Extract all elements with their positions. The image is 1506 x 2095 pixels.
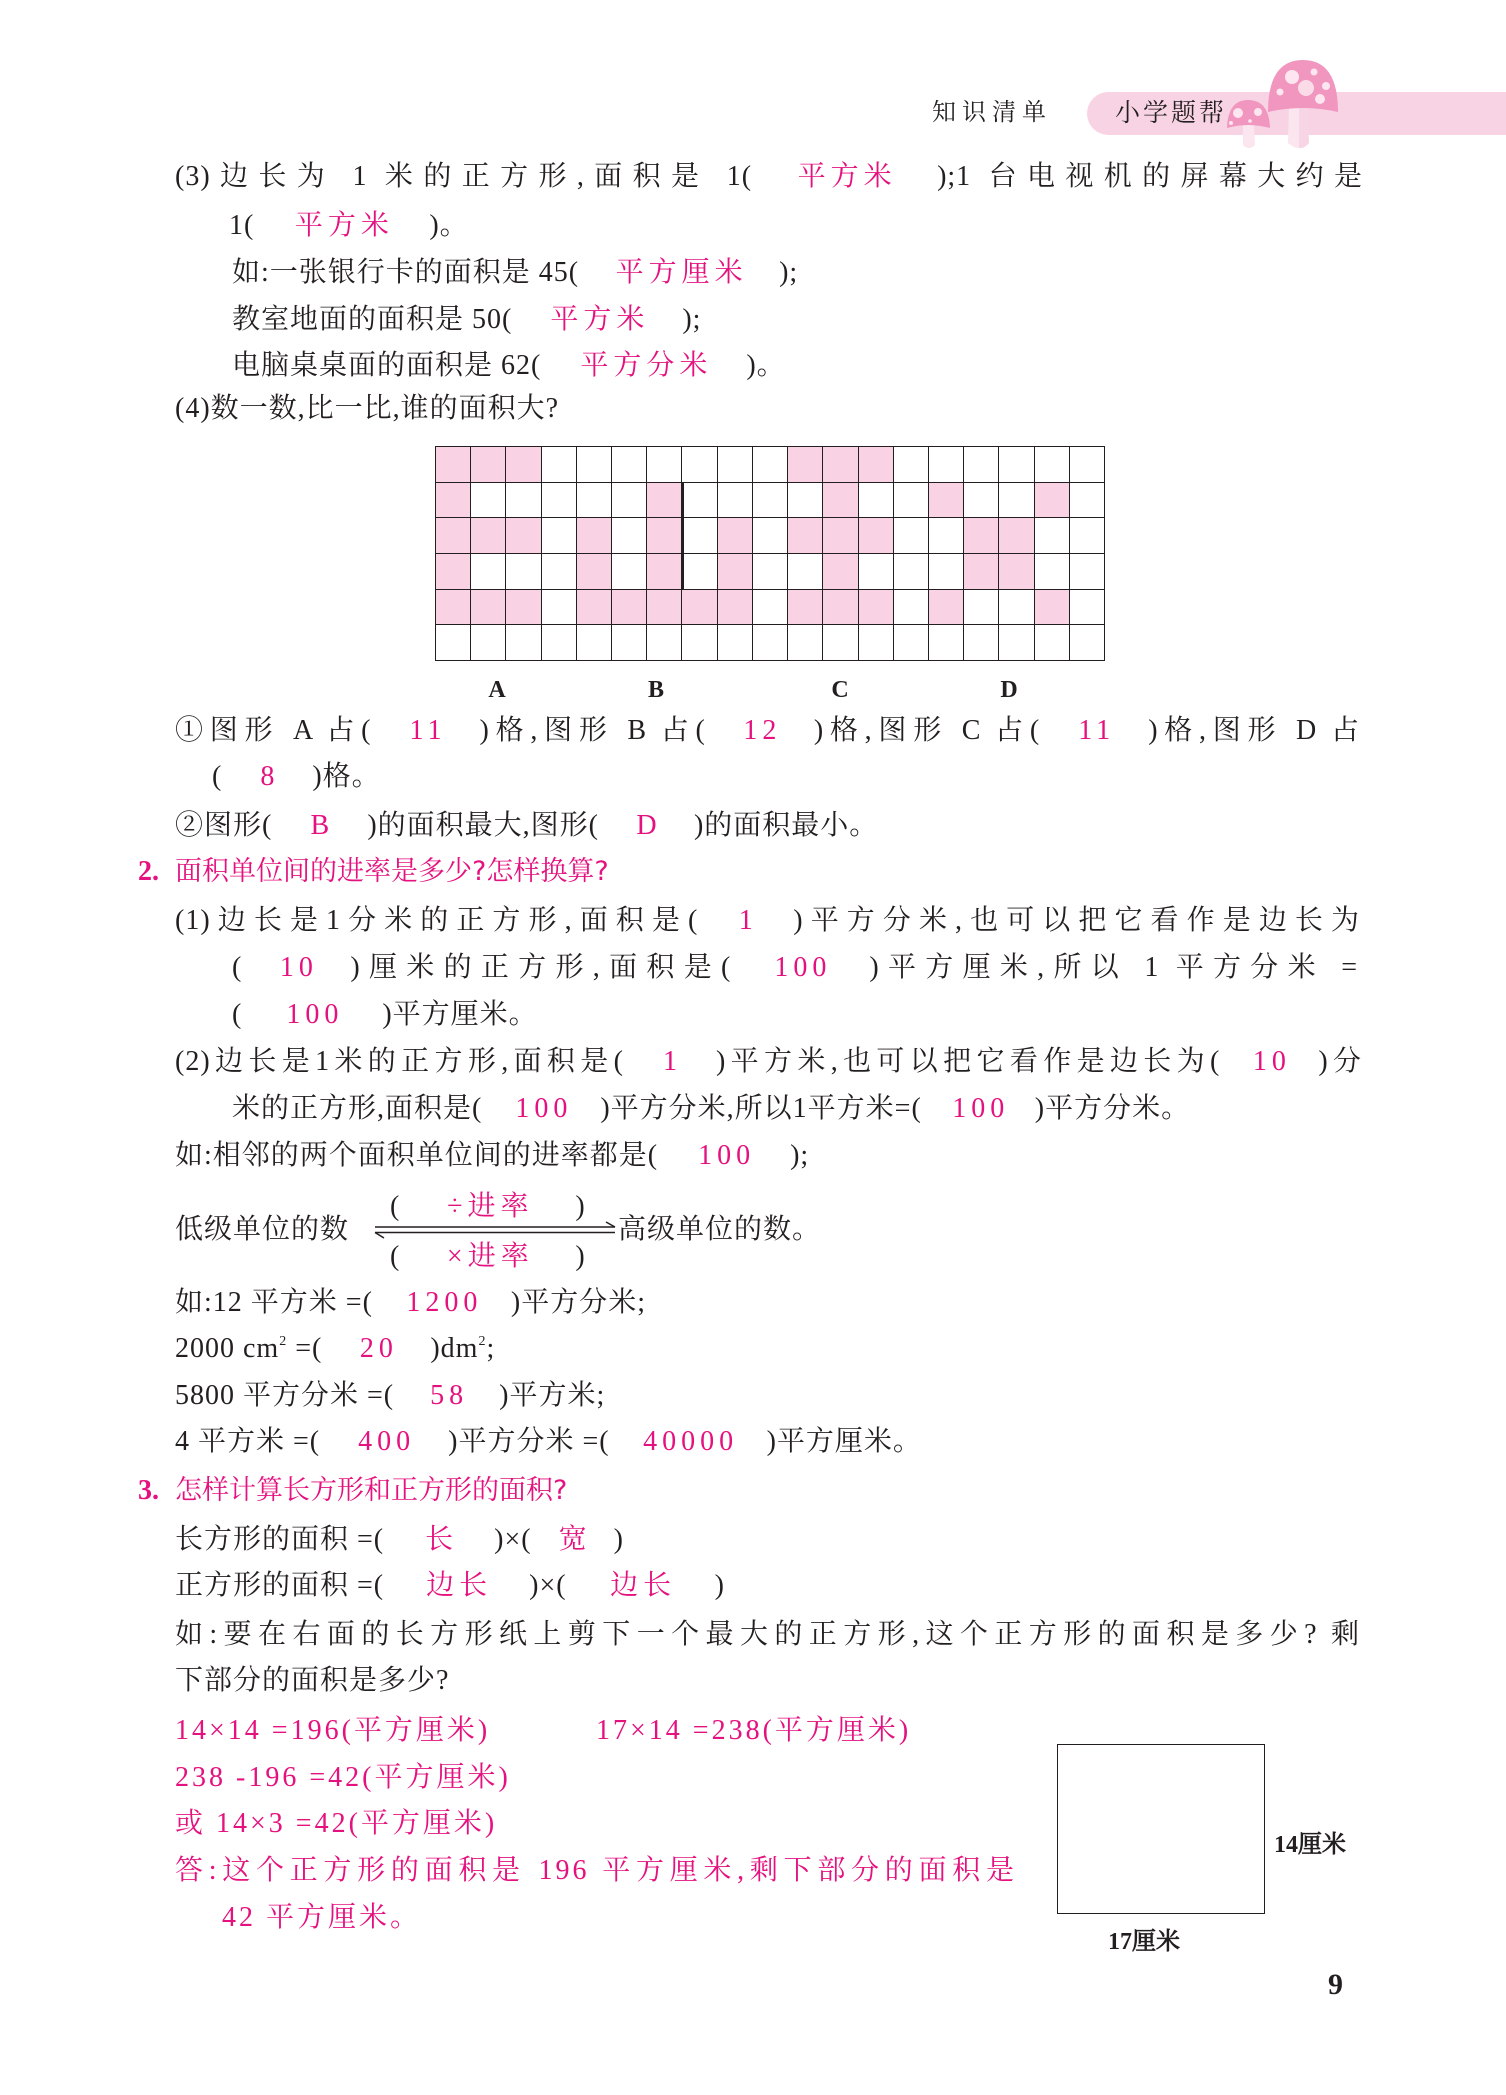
q3-example-bank-card xyxy=(232,255,798,291)
grid-cell-shaded xyxy=(929,483,964,519)
question-text: )的面积最大,图形( xyxy=(367,810,599,841)
question-text: ( xyxy=(232,999,243,1030)
answer: 100 xyxy=(698,1140,756,1171)
answer: 400 xyxy=(358,1426,416,1457)
grid-cell xyxy=(964,447,999,483)
grid-cell-shaded xyxy=(999,554,1034,590)
s2-p1-line-1 xyxy=(175,903,1360,939)
question-text: ; xyxy=(486,1333,496,1364)
grid-cell xyxy=(1035,625,1070,661)
grid-cell xyxy=(894,447,929,483)
rectangle-height-label: 14厘米 xyxy=(1274,1832,1346,1858)
paren-close: ) xyxy=(575,1241,586,1272)
question-text: )平方分米。 xyxy=(1034,1093,1191,1124)
grid-cell-shaded xyxy=(436,483,471,519)
grid-cell xyxy=(542,518,577,554)
grid-cell xyxy=(506,483,541,519)
question-text: )×( xyxy=(529,1570,567,1601)
grid-cell-shaded xyxy=(506,590,541,626)
grid-cell-shaded xyxy=(577,554,612,590)
s2-rate-line xyxy=(175,1138,809,1174)
grid-cell-shaded xyxy=(859,590,894,626)
grid-cell xyxy=(929,447,964,483)
grid-cell xyxy=(577,447,612,483)
rectangle-area-formula xyxy=(175,1522,624,1558)
question-text: 正方形的面积 =( xyxy=(175,1570,385,1601)
question-text: 米的正方形,面积是( xyxy=(232,1093,483,1124)
question-text: 5800 平方分米 =( xyxy=(175,1380,395,1411)
grid-cell-shaded xyxy=(471,590,506,626)
grid-cell-shaded xyxy=(682,590,717,626)
grid-cell xyxy=(718,483,753,519)
q4-sub1-line-2 xyxy=(212,759,381,795)
grid-cell-shaded xyxy=(718,554,753,590)
solution-step-2: 17×14 =238(平方厘米) xyxy=(596,1715,912,1746)
grid-cell-shaded xyxy=(577,518,612,554)
grid-cell xyxy=(647,625,682,661)
grid-cell xyxy=(577,483,612,519)
answer: 10 xyxy=(1252,1046,1291,1077)
answer: 1 xyxy=(738,905,758,936)
question-text: 1( xyxy=(229,210,255,241)
grid-cell xyxy=(612,554,647,590)
figure-label-a: A xyxy=(488,677,506,703)
grid-cell xyxy=(859,554,894,590)
question-text: 如:12 平方米 =( xyxy=(175,1287,373,1318)
question-text: )。 xyxy=(429,210,469,241)
question-text: ①图形 A 占( xyxy=(175,715,372,746)
answer: 58 xyxy=(430,1380,469,1411)
answer: 平方米 xyxy=(550,304,650,335)
q4-title: (4)数一数,比一比,谁的面积大? xyxy=(175,393,560,424)
answer: 平方分米 xyxy=(580,350,713,381)
grid-cell xyxy=(999,625,1034,661)
grid-cell xyxy=(929,518,964,554)
mushroom-icon xyxy=(1220,55,1345,155)
grid-cell-shaded xyxy=(929,590,964,626)
grid-cell xyxy=(647,447,682,483)
solution-answer-line-1: 答:这个正方形的面积是 196 平方厘米,剩下部分的面积是 xyxy=(175,1855,1017,1886)
question-text: ②图形( xyxy=(175,810,273,841)
paren-open: ( xyxy=(390,1241,401,1272)
question-text: 如:一张银行卡的面积是 45( xyxy=(232,257,580,288)
grid-cell-shaded xyxy=(612,590,647,626)
answer: 边长 xyxy=(610,1570,677,1601)
grid-cell xyxy=(1070,590,1105,626)
grid-cell xyxy=(682,625,717,661)
grid-cell-shaded xyxy=(823,518,858,554)
grid-cell xyxy=(612,625,647,661)
answer: 20 xyxy=(359,1333,398,1364)
answer: D xyxy=(636,810,662,841)
question-text: ) xyxy=(613,1524,624,1555)
s2-p1-line-3 xyxy=(232,997,538,1033)
grid-cell-shaded xyxy=(436,447,471,483)
answer: 边长 xyxy=(426,1570,493,1601)
question-text: ) xyxy=(714,1570,725,1601)
section-title: 面积单位间的进率是多少?怎样换算? xyxy=(175,856,609,887)
answer: 40000 xyxy=(643,1426,739,1457)
grid-cell-shaded xyxy=(506,518,541,554)
grid-cell xyxy=(1035,518,1070,554)
answer: 宽 xyxy=(558,1524,592,1555)
rectangle-paper-figure xyxy=(1057,1744,1265,1914)
grid-cell-shaded xyxy=(823,447,858,483)
grid-cell-shaded xyxy=(436,590,471,626)
q3-example-classroom xyxy=(232,302,701,338)
grid-shape-border xyxy=(681,482,684,590)
grid-cell xyxy=(894,554,929,590)
grid-cell xyxy=(753,625,788,661)
grid-cell-shaded xyxy=(471,518,506,554)
question-text: )平方米,也可以把它看作是边长为( xyxy=(715,1046,1221,1077)
grid-cell xyxy=(1070,625,1105,661)
answer: 12 xyxy=(743,715,782,746)
grid-cell xyxy=(999,590,1034,626)
answer: 平方米 xyxy=(797,161,897,192)
grid-cell-shaded xyxy=(436,554,471,590)
paren-close: ) xyxy=(575,1191,586,1222)
grid-cell-shaded xyxy=(788,518,823,554)
grid-cell-shaded xyxy=(859,447,894,483)
grid-cell-shaded xyxy=(647,590,682,626)
question-text: (1)边长是1分米的正方形,面积是( xyxy=(175,905,699,936)
q3-line-2 xyxy=(229,208,469,244)
q4-sub1-line-1 xyxy=(175,713,1360,749)
grid-cell-shaded xyxy=(823,590,858,626)
question-text: (2)边长是1米的正方形,面积是( xyxy=(175,1046,624,1077)
grid-cell-shaded xyxy=(506,447,541,483)
question-text: )格,图形 B 占( xyxy=(479,715,706,746)
question-text: )厘米的正方形,面积是( xyxy=(350,952,732,983)
grid-cell xyxy=(542,447,577,483)
rectangle-width-label: 17厘米 xyxy=(1108,1929,1180,1955)
figure-label-d: D xyxy=(1000,677,1018,703)
grid-cell xyxy=(859,625,894,661)
grid-cell-shaded xyxy=(823,554,858,590)
grid-cell xyxy=(542,554,577,590)
grid-cell-shaded xyxy=(471,447,506,483)
grid-cell xyxy=(682,447,717,483)
grid-cell-shaded xyxy=(788,447,823,483)
grid-cell xyxy=(718,625,753,661)
answer: 平方米 xyxy=(294,210,394,241)
q3-line-1 xyxy=(175,159,1363,195)
question-text: ); xyxy=(779,257,799,288)
grid-cell xyxy=(788,483,823,519)
grid-cell xyxy=(1070,518,1105,554)
grid-cell xyxy=(999,483,1034,519)
grid-cell xyxy=(682,554,717,590)
grid-cell-shaded xyxy=(1035,590,1070,626)
answer: 1 xyxy=(662,1046,682,1077)
grid-cell xyxy=(471,554,506,590)
question-text: )格,图形 C 占( xyxy=(813,715,1041,746)
grid-cell xyxy=(542,625,577,661)
answer: 10 xyxy=(279,952,318,983)
question-text: ( xyxy=(212,761,223,792)
grid-cell xyxy=(612,518,647,554)
question-text: 4 平方米 =( xyxy=(175,1426,321,1457)
question-text: )dm xyxy=(430,1333,479,1364)
example-2 xyxy=(175,1331,495,1367)
grid-cell xyxy=(859,483,894,519)
answer: B xyxy=(310,810,335,841)
area-grid xyxy=(435,446,1105,661)
superscript: 2 xyxy=(279,1334,288,1349)
grid-cell xyxy=(1070,483,1105,519)
grid-cell xyxy=(1035,447,1070,483)
s2-p1-line-2 xyxy=(232,950,1358,986)
section-title: 怎样计算长方形和正方形的面积? xyxy=(175,1475,568,1506)
section-number: 3. xyxy=(138,1475,159,1506)
question-text: );1 台电视机的屏幕大约是 xyxy=(937,161,1363,192)
answer: 100 xyxy=(774,952,832,983)
question-text: )平方厘米,所以 1 平方分米 = xyxy=(869,952,1358,983)
figure-label-b: B xyxy=(647,677,664,703)
answer: ×进率 xyxy=(446,1241,534,1272)
grid-cell-shaded xyxy=(718,518,753,554)
s2-p2-line-1 xyxy=(175,1044,1362,1080)
grid-cell xyxy=(506,625,541,661)
question-text: )×( xyxy=(494,1524,532,1555)
grid-cell xyxy=(894,518,929,554)
question-text: 如:相邻的两个面积单位间的进率都是( xyxy=(175,1140,659,1171)
grid-cell xyxy=(612,483,647,519)
answer: ÷进率 xyxy=(447,1191,534,1222)
grid-cell-shaded xyxy=(647,483,682,519)
question-text: ( xyxy=(232,952,243,983)
question-text: )平方厘米。 xyxy=(382,999,538,1030)
question-text: )分 xyxy=(1318,1046,1362,1077)
section-label: 知识清单 xyxy=(932,100,1052,126)
example-3 xyxy=(175,1378,605,1414)
s2-p2-line-2 xyxy=(232,1091,1190,1127)
grid-cell xyxy=(894,625,929,661)
grid-cell xyxy=(929,625,964,661)
grid-cell-shaded xyxy=(718,590,753,626)
answer: 11 xyxy=(1078,715,1116,746)
grid-cell-shaded xyxy=(964,554,999,590)
section-2-heading xyxy=(138,854,609,890)
answer: 1200 xyxy=(406,1287,483,1318)
grid-cell xyxy=(894,483,929,519)
grid-cell xyxy=(471,483,506,519)
page-number: 9 xyxy=(1328,1968,1343,2001)
diagram-high-unit: 高级单位的数。 xyxy=(618,1214,822,1245)
grid-cell-shaded xyxy=(1035,483,1070,519)
question-text: )平方分米,所以1平方米=( xyxy=(600,1093,922,1124)
grid-cell xyxy=(964,590,999,626)
grid-cell-shaded xyxy=(577,590,612,626)
grid-cell xyxy=(929,554,964,590)
grid-cell-shaded xyxy=(647,518,682,554)
section-number: 2. xyxy=(138,856,159,887)
section-3-heading xyxy=(138,1473,567,1509)
grid-cell xyxy=(506,554,541,590)
superscript: 2 xyxy=(478,1334,487,1349)
solution-answer-line-2: 42 平方厘米。 xyxy=(222,1902,422,1933)
grid-cell xyxy=(436,625,471,661)
answer: 平方厘米 xyxy=(615,257,748,288)
question-text: )平方分米; xyxy=(510,1287,647,1318)
grid-cell xyxy=(753,590,788,626)
grid-cell xyxy=(753,518,788,554)
paren-open: ( xyxy=(390,1191,401,1222)
question-text: 长方形的面积 =( xyxy=(175,1524,385,1555)
grid-cell xyxy=(1070,447,1105,483)
question-text: ); xyxy=(790,1140,810,1171)
question-text: )格。 xyxy=(312,761,381,792)
grid-cell-shaded xyxy=(859,518,894,554)
question-text: )平方分米,也可以把它看作是边长为 xyxy=(793,905,1360,936)
grid-cell xyxy=(753,554,788,590)
answer: 11 xyxy=(409,715,447,746)
grid-cell xyxy=(999,447,1034,483)
grid-cell xyxy=(612,447,647,483)
question-text: 教室地面的面积是 50( xyxy=(232,304,513,335)
solution-step-4: 或 14×3 =42(平方厘米) xyxy=(175,1808,498,1839)
q4-sub2 xyxy=(175,808,878,844)
problem-line-1: 如:要在右面的长方形纸上剪下一个最大的正方形,这个正方形的面积是多少? 剩 xyxy=(175,1619,1360,1650)
q3-example-desk xyxy=(232,348,786,384)
diagram-bottom-label xyxy=(390,1239,586,1275)
grid-cell xyxy=(471,625,506,661)
brand-name: 小学题帮 xyxy=(1115,98,1228,127)
grid-cell xyxy=(682,518,717,554)
grid-cell xyxy=(542,590,577,626)
question-text: 2000 cm xyxy=(175,1333,280,1364)
example-4 xyxy=(175,1424,922,1460)
grid-cell xyxy=(894,590,929,626)
solution-step-1: 14×14 =196(平方厘米) xyxy=(175,1715,491,1746)
question-text: ); xyxy=(682,304,702,335)
grid-cell-shaded xyxy=(964,518,999,554)
grid-cell xyxy=(718,447,753,483)
grid-cell xyxy=(964,483,999,519)
grid-cell-shaded xyxy=(823,483,858,519)
question-text: (3)边长为 1 米的正方形,面积是 1( xyxy=(175,161,753,192)
grid-cell xyxy=(1070,554,1105,590)
square-area-formula xyxy=(175,1568,725,1604)
question-text: )格,图形 D 占 xyxy=(1148,715,1361,746)
problem-line-2: 下部分的面积是多少? xyxy=(175,1665,450,1696)
grid-cell xyxy=(682,483,717,519)
grid-cell-shaded xyxy=(436,518,471,554)
answer: 长 xyxy=(425,1524,459,1555)
answer: 8 xyxy=(260,761,280,792)
grid-cell-shaded xyxy=(788,590,823,626)
question-text: )平方分米 =( xyxy=(448,1426,610,1457)
solution-step-3: 238 -196 =42(平方厘米) xyxy=(175,1762,511,1793)
answer: 100 xyxy=(515,1093,573,1124)
diagram-low-unit: 低级单位的数 xyxy=(175,1214,350,1245)
grid-cell xyxy=(542,483,577,519)
answer: 100 xyxy=(286,999,344,1030)
grid-cell xyxy=(577,625,612,661)
grid-cell xyxy=(1035,554,1070,590)
grid-cell-shaded xyxy=(647,554,682,590)
figure-label-c: C xyxy=(831,677,849,703)
grid-cell xyxy=(753,447,788,483)
example-1 xyxy=(175,1285,646,1321)
question-text: )平方米; xyxy=(499,1380,606,1411)
question-text: )。 xyxy=(746,350,786,381)
grid-cell xyxy=(964,625,999,661)
grid-cell-shaded xyxy=(999,518,1034,554)
grid-cell xyxy=(753,483,788,519)
grid-cell xyxy=(823,625,858,661)
grid-cell xyxy=(788,554,823,590)
question-text: )平方厘米。 xyxy=(766,1426,922,1457)
question-text: 电脑桌桌面的面积是 62( xyxy=(232,350,542,381)
question-text: =( xyxy=(287,1333,323,1364)
grid-cell xyxy=(788,625,823,661)
answer: 100 xyxy=(952,1093,1010,1124)
question-text: )的面积最小。 xyxy=(693,810,879,841)
